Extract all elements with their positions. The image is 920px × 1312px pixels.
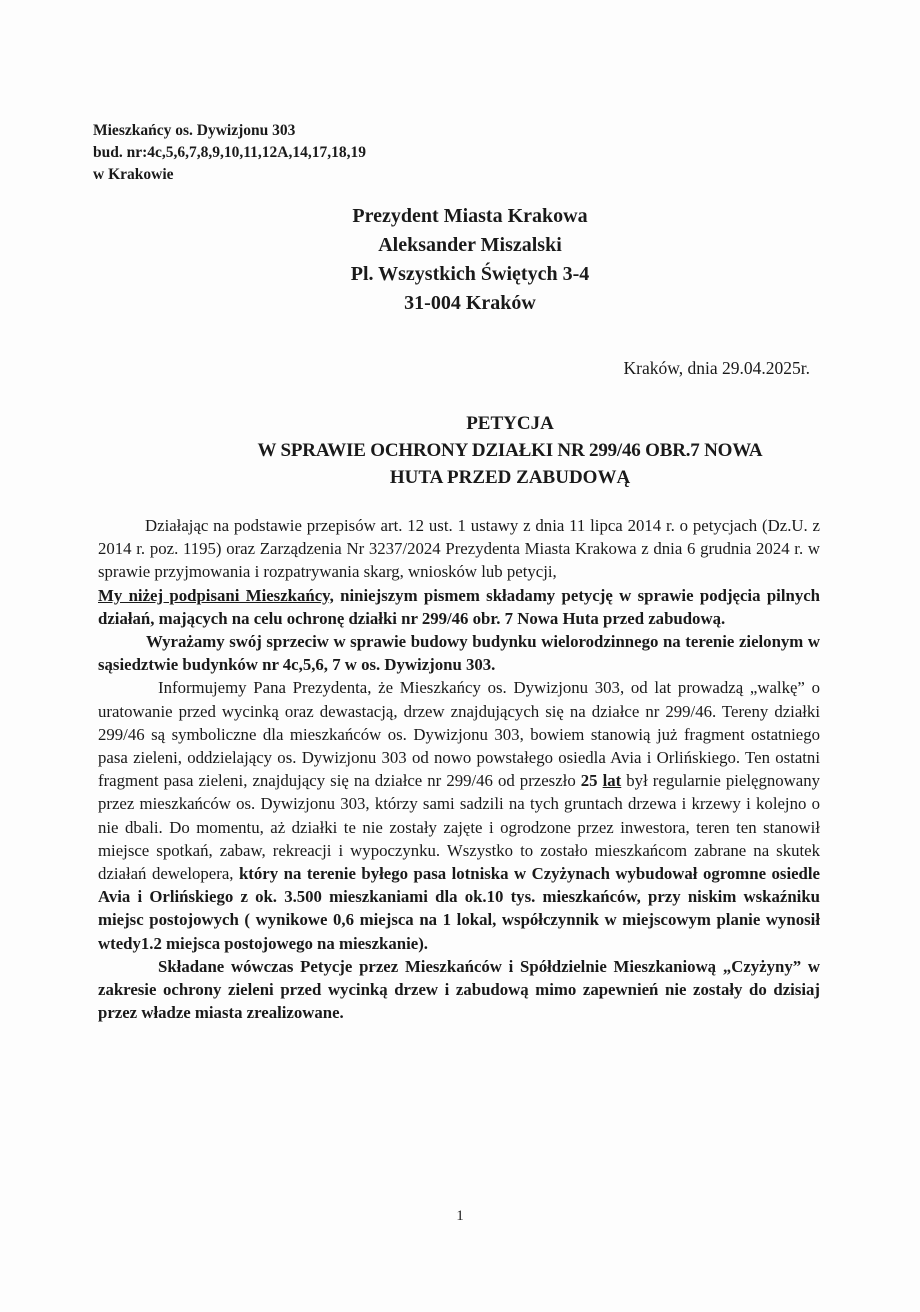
document-title xyxy=(160,410,860,491)
paragraph-text: Działając na podstawie przepisów art. 12 ust. 1 ustawy z dnia 11 lipca 2014 r. o petycjach (Dz.U. z 2014 r. poz. 1195) oraz Zarządzenia Nr 3237/2024 Prezydenta Miasta Krakowa z dnia 6 grudnia 2024 r. w sprawie przyjmowania i rozpatrywania skarg, wniosków lub petycji, xyxy=(98,516,820,582)
paragraph-previous-petitions: Składane wówczas Petycje przez Mieszkańców i Spółdzielnie Mieszkaniową „Czyżyny” w zakresie ochrony zieleni przed wycinką drzew i zabudową mimo zapewnień nie zostały do dzisiaj przez władze miasta zrealizowane. xyxy=(98,956,820,1023)
recipient-line: 31-004 Kraków xyxy=(404,292,536,314)
recipient-line: Prezydent Miasta Krakowa xyxy=(352,205,588,227)
date-line: Kraków, dnia 29.04.2025r. xyxy=(623,358,810,378)
recipient-line: Aleksander Miszalski xyxy=(378,234,562,256)
page-number: 1 xyxy=(456,1208,464,1224)
signatories-phrase: My niżej podpisani Mieszkańcy, xyxy=(98,585,334,605)
paragraph-legal-basis xyxy=(98,514,820,630)
document-body xyxy=(98,514,820,1024)
recipient-block xyxy=(300,202,640,318)
paragraph-text: Informujemy Pana Prezydenta, że Mieszkańcy os. Dywizjonu 303, od lat prowadzą „walkę” o uratowanie przed wycinką oraz dewastacją, drzew znajdujących się na działce nr 299/46. Tereny działki 299/46 są symboliczne dla mieszkańców os. Dywizjonu 303, bowiem stanowią już fragment ostatniego pasa zieleni, oddzielający os. Dywizjonu 303 od nowo powstałego osiedla Avia i Orlińskiego. Ten ostatni fragment pasa zieleni, znajdujący się na działce nr 299/46 od przeszło xyxy=(98,678,820,791)
title-line: PETYCJA xyxy=(466,413,554,434)
years-number: 25 xyxy=(580,771,598,791)
title-line: HUTA PRZED ZABUDOWĄ xyxy=(389,467,631,488)
paragraph-background xyxy=(98,676,820,954)
paragraph-text-bold: który na terenie byłego pasa lotniska w Czyżynach wybudował ogromne osiedle Avia i Orlińskiego z ok. 3.500 mieszkaniami dla ok.10 tys. mieszkańców, przy niskim wskaźniku miejsc postojowych ( wynikowe 0,6 miejsca na 1 lokal, współczynnik w miejscowym planie wynosił wtedy1.2 miejsca postojowego na mieszkanie). xyxy=(98,864,820,953)
paragraph-objection: Wyrażamy swój sprzeciw w sprawie budowy budynku wielorodzinnego na terenie zielonym w sąsiedztwie budynków nr 4c,5,6, 7 w os. Dywizjonu 303. xyxy=(98,632,820,675)
sender-line: w Krakowie xyxy=(93,166,174,183)
years-unit: lat xyxy=(602,771,622,791)
paragraph-text: niniejszym pismem składamy petycję w sprawie podjęcia pilnych działań, mających na celu ochronę działki nr 299/46 obr. 7 Nowa Huta przed zabudową. xyxy=(98,585,820,628)
recipient-line: Pl. Wszystkich Świętych 3-4 xyxy=(350,263,590,285)
sender-line: bud. nr:4c,5,6,7,8,9,10,11,12A,14,17,18,19 xyxy=(93,144,366,161)
title-line: W SPRAWIE OCHRONY DZIAŁKI NR 299/46 OBR.7 NOWA xyxy=(257,440,763,461)
sender-line: Mieszkańcy os. Dywizjonu 303 xyxy=(93,122,296,139)
paragraph-text: był regularnie pielęgnowany przez mieszkańców os. Dywizjonu 303, którzy sami sadzili na tych gruntach drzewa i krzewy i kolejno o nie dbali. Do momentu, aż działki te nie zostały zajęte i ogrodzone przez inwestora, teren ten stanowił miejsce spotkań, zabaw, rekreacji i wypoczynku. Wszystko to zostało mieszkańcom zabrane na skutek działań dewelopera, xyxy=(98,771,820,884)
sender-block xyxy=(93,120,366,186)
